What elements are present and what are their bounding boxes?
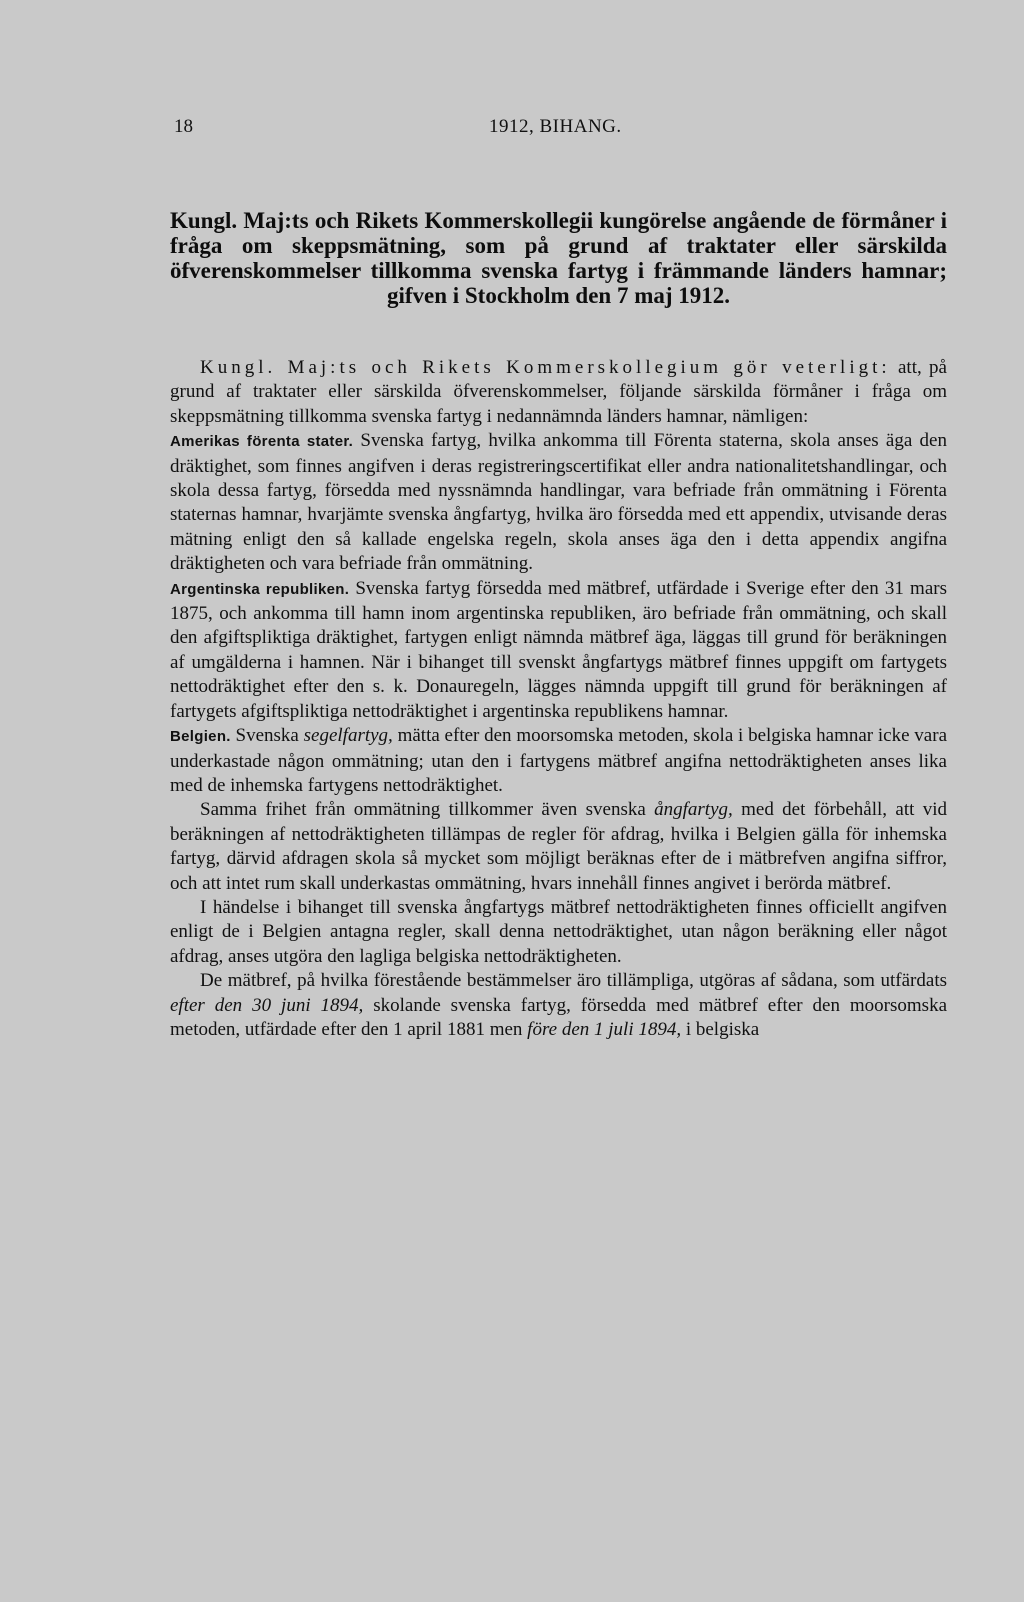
belgium-p1-a: Svenska [230, 725, 304, 747]
intro-paragraph [170, 356, 947, 429]
belgium-p2-em: ångfartyg, [654, 799, 733, 821]
belgium-p1-em: segelfartyg, [303, 725, 393, 747]
belgium-paragraph-4 [170, 969, 947, 1042]
document-body [170, 356, 947, 1042]
page-number: 18 [174, 116, 193, 137]
belgium-p4-b: skolande svenska fartyg, försedda med mätbref efter den moorsomska metoden, utfärdade efter den 1 april 1881 men [170, 994, 947, 1040]
usa-heading: Amerikas förenta stater. [170, 433, 354, 451]
belgium-paragraph-2 [170, 798, 947, 896]
belgium-p2-b: med det förbehåll, att vid beräkningen af nettodräktigheten tillämpas de regler för afdrag, hvilka i Belgien gälla för inhemska fartyg, därvid afdragen skola så mycket som möjligt beräknas efter de i mätbrefven angifna siffror, och att intet rum skall underkastas ommätning, hvars innehåll finnes angivet i berörda mätbref. [170, 799, 947, 894]
belgium-p2-a: Samma frihet från ommätning tillkommer även svenska [200, 799, 655, 821]
running-title: 1912, BIHANG. [489, 116, 622, 137]
belgium-p1-b: mätta efter den moorsomska metoden, skola i belgiska hamnar icke vara underkastade någon ommätning; utan den i fartygens mätbref angifna nettodräktigheten anses lika med de inhemska fartygens nettodräktighet. [170, 725, 948, 796]
belgium-p4-em2: före den 1 juli 1894, [527, 1018, 682, 1040]
argentina-text: Svenska fartyg försedda med mätbref, utfärdade i Sverige efter den 31 mars 1875, och ankomma till hamn inom argentinska republiken, äro befriade från ommätning, och skall den afgiftspliktiga dräktighet, fartygen enligt nämnda mätbref äga, läggas till grund för beräkningen af umgälderna i hamnen. När i bihanget till svenskt ångfartygs mätbref finnes uppgift om fartygets nettodräktighet efter den s. k. Donauregeln, lägges nämnda uppgift till grund för beräkningen af fartygets afgiftspliktiga nettodräktighet i argentinska republikens hamnar. [170, 577, 947, 722]
argentina-heading: Argentinska republiken. [170, 580, 350, 598]
usa-text: Svenska fartyg, hvilka ankomma till Förenta staterna, skola anses äga den dräktighet, som finnes angifven i deras registreringscertifikat eller andra nationalitetshandlingar, och skola dessa fartyg, försedda med nyssnämnda handlingar, vara befriade från ommätning i Förenta staternas hamnar, hvarjämte svenska ångfartyg, hvilka äro försedda med ett appendix, utvisande deras mätning enligt den så kallade engelska regeln, skola anses äga den i detta appendix angifna dräktigheten och vara befriade från ommätning. [170, 430, 947, 575]
document-title: Kungl. Maj:ts och Rikets Kommerskollegii kungörelse angående de förmåner i fråga om skeppsmätning, som på grund af traktater eller särskilda öfverenskommelser tillkomma svenska fartyg i främmande länders hamnar; gifven i Stockholm den 7 maj 1912. [170, 208, 947, 308]
intro-spaced-text: Kungl. Maj:ts och Rikets Kommerskollegium gör veterligt: [200, 357, 891, 378]
usa-paragraph [170, 429, 947, 576]
belgium-p4-em1: efter den 30 juni 1894, [170, 994, 364, 1016]
belgium-paragraph-3: I händelse i bihanget till svenska ångfartygs mätbref nettodräktigheten finnes officiellt angifven enligt de i Belgien antagna regler, skall denna nettodräktighet, utan någon beräkning eller något afdrag, anses utgöra den lagliga belgiska nettodräktigheten. [170, 896, 947, 967]
belgium-p4-a: De mätbref, på hvilka förestående bestämmelser äro tillämpliga, utgöras af sådana, som utfärdats [200, 970, 947, 992]
intro-text: att, på grund af traktater eller särskilda öfverenskommelser, följande särskilda förmåner i fråga om skeppsmätning tillkomma svenska fartyg i nedannämnda länders hamnar, nämligen: [170, 357, 947, 427]
belgium-heading: Belgien. [170, 728, 231, 746]
belgium-paragraph-1 [170, 724, 947, 798]
argentina-paragraph [170, 577, 947, 724]
belgium-p4-c: i belgiska [681, 1018, 760, 1040]
